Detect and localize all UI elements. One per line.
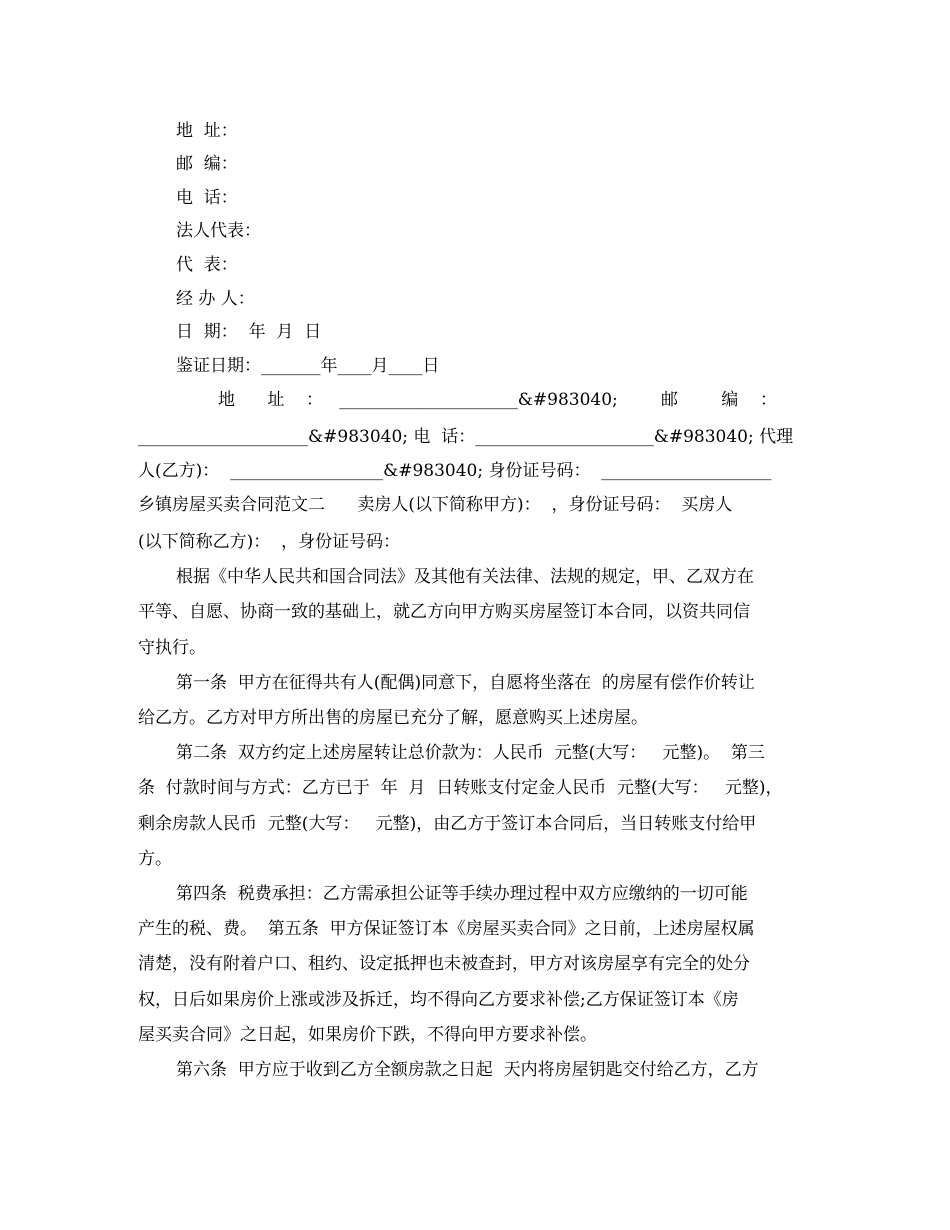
field-verify-date: 鉴证日期：_______年____月____日 [176, 356, 440, 376]
paragraph-3-line-4: 方。 [138, 849, 172, 869]
paragraph-2-line-2: 给乙方。乙方对甲方所出售的房屋已充分了解，愿意购买上述房屋。 [138, 708, 648, 728]
paragraph-4-line-3: 清楚，没有附着户口、租约、设定抵押也未被查封，甲方对该房屋享有完全的处分 [138, 954, 750, 974]
paragraph-4-line-1: 第四条 税费承担：乙方需承担公证等手续办理过程中双方应缴纳的一切可能 [176, 884, 748, 904]
paragraph-1-line-2: 平等、自愿、协商一致的基础上，就乙方向甲方购买房屋签订本合同，以资共同信 [138, 602, 750, 622]
address-line-1: 地 址 ： _____________________&#983040; 邮 编 ： [218, 390, 777, 410]
paragraph-1-line-1: 根据《中华人民共和国合同法》及其他有关法律、法规的规定，甲、乙双方在 [176, 567, 754, 587]
field-phone: 电 话： [176, 188, 238, 208]
field-address: 地 址： [176, 121, 238, 141]
paragraph-5-line-1: 第六条 甲方应于收到乙方全额房款之日起 天内将房屋钥匙交付给乙方，乙方 [176, 1060, 759, 1080]
paragraph-4-line-5: 屋买卖合同》之日起，如果房价下跌，不得向甲方要求补偿。 [138, 1025, 597, 1045]
paragraph-3-line-3: 剩余房款人民币 元整(大写： 元整)，由乙方于签订本合同后，当日转账支付给甲 [138, 814, 757, 834]
title-line-2: (以下简称乙方)： ，身份证号码： [138, 532, 401, 552]
paragraph-3-line-1: 第二条 双方约定上述房屋转让总价款为：人民币 元整(大写： 元整)。 第三 [176, 743, 765, 763]
address-line-2: ____________________&#983040; 电 话：_____________________&#983040; 代理 [138, 427, 794, 447]
paragraph-4-line-2: 产生的税、费。 第五条 甲方保证签订本《房屋买卖合同》之日前，上述房屋权属 [138, 919, 755, 939]
paragraph-1-line-3: 守执行。 [138, 638, 206, 658]
field-postcode: 邮 编： [176, 154, 238, 174]
paragraph-4-line-4: 权，日后如果房价上涨或涉及拆迁，均不得向乙方要求补偿;乙方保证签订本《房 [138, 990, 739, 1010]
field-representative: 代 表： [176, 255, 238, 275]
field-date: 日 期： 年 月 日 [176, 322, 322, 342]
field-handler: 经 办 人： [176, 289, 255, 309]
title-line-1: 乡镇房屋买卖合同范文二 卖房人(以下简称甲方)： ，身份证号码： 买房人 [138, 495, 733, 515]
paragraph-2-line-1: 第一条 甲方在征得共有人(配偶)同意下，自愿将坐落在 的房屋有偿作价转让 [176, 673, 755, 693]
address-line-3: 人(乙方)： __________________&#983040; 身份证号码： ____________________ [138, 461, 772, 481]
field-legal-rep: 法人代表： [176, 221, 261, 241]
paragraph-3-line-2: 条 付款时间与方式：乙方已于 年 月 日转账支付定金人民币 元整(大写： 元整)， [138, 778, 783, 798]
